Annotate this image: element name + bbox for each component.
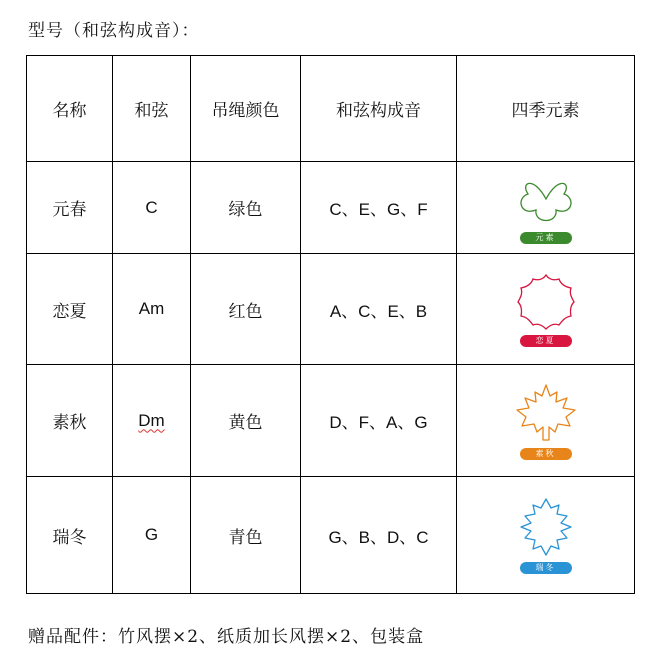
row-rope-color: 红色 — [191, 254, 301, 365]
row-notes: G、B、D、C — [301, 477, 457, 594]
row-chord: G — [113, 477, 191, 594]
table-row — [27, 477, 635, 594]
season-label-badge: 瑞冬 — [520, 562, 572, 574]
row-season-element — [457, 162, 635, 254]
row-season-element — [457, 254, 635, 365]
gift-accessories-note: 赠品配件：竹风摆×2、纸质加长风摆×2、包装盒 — [28, 627, 425, 647]
table-row — [27, 365, 635, 477]
page-heading: 型号（和弦构成音）： — [28, 21, 200, 41]
column-header-chord: 和弦 — [113, 56, 191, 162]
table-row — [27, 254, 635, 365]
row-chord: Am — [113, 254, 191, 365]
snowflake-icon — [515, 496, 577, 558]
row-notes: A、C、E、B — [301, 254, 457, 365]
season-label-badge: 恋夏 — [520, 335, 572, 347]
row-notes: D、F、A、G — [301, 365, 457, 477]
row-season-element — [457, 477, 635, 594]
season-label-badge: 元素 — [520, 232, 572, 244]
row-name: 瑞冬 — [27, 477, 113, 594]
chord-text: Dm — [138, 410, 165, 430]
column-header-name: 名称 — [27, 56, 113, 162]
row-chord — [113, 365, 191, 477]
row-name: 恋夏 — [27, 254, 113, 365]
row-rope-color: 青色 — [191, 477, 301, 594]
lotus-flower-icon — [514, 271, 578, 331]
four-leaf-clover-icon — [514, 172, 578, 228]
table-row — [27, 162, 635, 254]
column-header-notes: 和弦构成音 — [301, 56, 457, 162]
table-header-row — [27, 56, 635, 162]
column-header-rope-color: 吊绳颜色 — [191, 56, 301, 162]
row-rope-color: 绿色 — [191, 162, 301, 254]
row-chord: C — [113, 162, 191, 254]
row-name: 素秋 — [27, 365, 113, 477]
chord-spec-table — [26, 55, 635, 594]
column-header-season-element: 四季元素 — [457, 56, 635, 162]
row-rope-color: 黄色 — [191, 365, 301, 477]
row-notes: C、E、G、F — [301, 162, 457, 254]
row-name: 元春 — [27, 162, 113, 254]
row-season-element — [457, 365, 635, 477]
season-label-badge: 素秋 — [520, 448, 572, 460]
maple-leaf-icon — [513, 382, 579, 444]
